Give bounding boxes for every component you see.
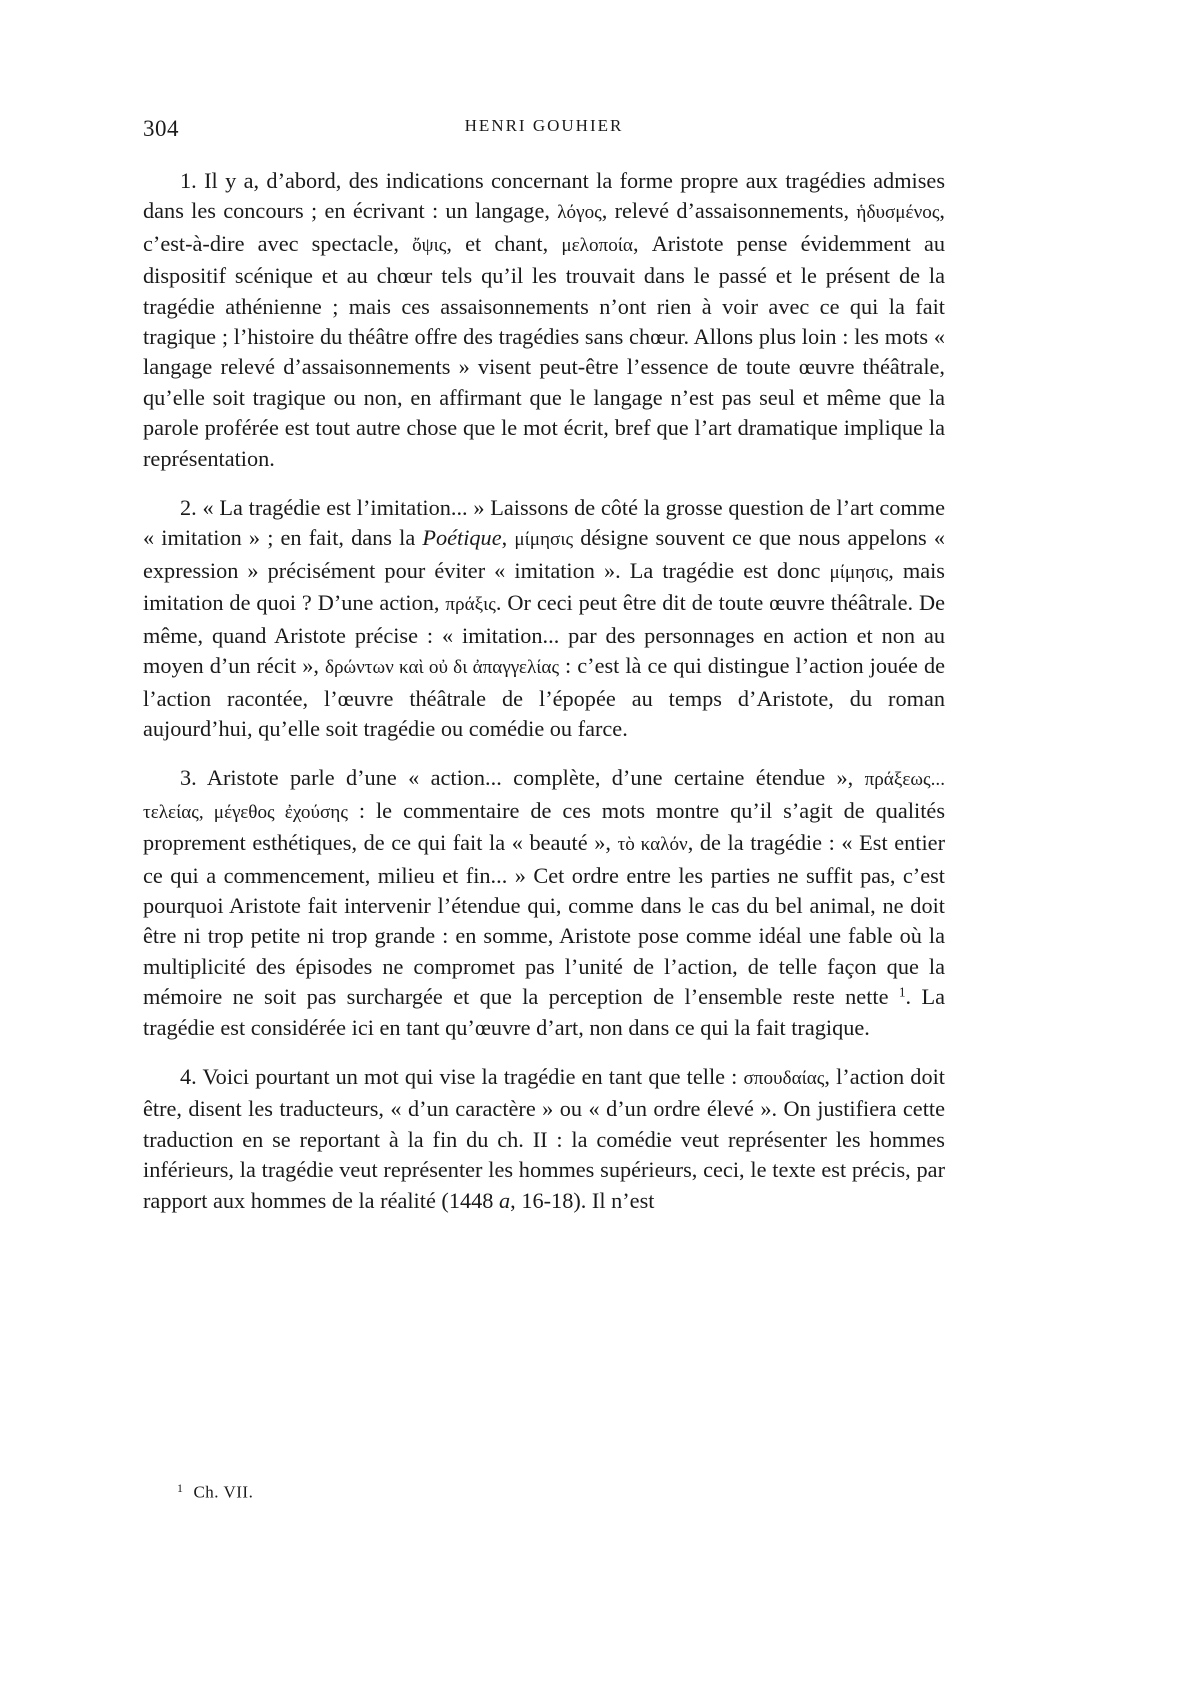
text-run: , 16-18). Il n’est (510, 1187, 655, 1213)
footnote-text: Ch. VII. (193, 1482, 254, 1502)
paragraph-2 (143, 493, 945, 744)
text-run: : c’est là ce qui distingue l’action jouée de l’action racontée, l’œuvre théâtrale de l’épopée au temps d’Aristote, du roman aujourd’hui, qu’elle soit tragédie ou comédie ou farce. (143, 653, 945, 741)
greek-term: πράξεως... τελείας, μέγεθος ἐχούσης (143, 769, 945, 823)
greek-term: ἡδυσμένος (856, 202, 940, 224)
italic-text: a (499, 1187, 511, 1213)
paragraph-3 (143, 763, 945, 1043)
page-number: 304 (143, 116, 179, 141)
text-run: , et chant, (446, 230, 562, 256)
greek-term: μίμησις (514, 529, 574, 551)
greek-term: πράξις (445, 594, 496, 616)
greek-term: λόγος (557, 202, 602, 224)
running-title: HENRI GOUHIER (464, 116, 624, 135)
greek-term: μίμησις (829, 561, 889, 583)
text-run: . Or ceci peut être dit de toute œuvre théâtrale. De même, quand Aristote précise : « imitation... par des personnages en action et non au moyen d’un récit », (143, 590, 946, 679)
footnote-mark: 1 (177, 1481, 184, 1495)
text-run: , c’est-à-dire avec spectacle, (143, 198, 945, 256)
footnote-ref: 1 (898, 984, 906, 1000)
text-run: 3. Aristote parle d’une « action... complète, d’une certaine étendue », (180, 765, 865, 791)
greek-term: ὄψις (412, 234, 447, 256)
footnote (177, 1481, 253, 1502)
paragraph-1 (143, 166, 945, 474)
italic-text: Poétique (422, 525, 502, 551)
text-run: , mais imitation de quoi ? D’une action, (143, 557, 945, 616)
book-page (143, 108, 945, 1235)
greek-term: τὸ καλόν (617, 834, 688, 856)
text-run: 2. « La tragédie est l’imitation... » Laissons de côté la grosse question de l’art comme « imitation » ; en fait, dans la (143, 495, 945, 551)
text-run: , Aristote pense évidemment au dispositif scénique et au chœur tels qu’il les trouvait dans le passé et le présent de la tragédie athénienne ; mais ces assaisonnements n’ont rien à voir avec ce qui la fait tragique ; l’histoire du théâtre offre des tragédies sans chœur. Allons plus loin : les mots « langage relevé d’assaisonnements » visent peut-être l’essence de toute œuvre théâtrale, qu’elle soit tragique ou non, en affirmant que le langage n’est pas seul et même que la parole proférée est tout autre chose que le mot écrit, bref que l’art dramatique implique la représentation. (143, 230, 945, 471)
text-run: 4. Voici pourtant un mot qui vise la tragédie en tant que telle : (180, 1063, 744, 1089)
text-run: , de la tragédie : « Est entier ce qui a commencement, milieu et fin... » Cet ordre entre les parties ne suffit pas, c’est pourquoi Aristote fait intervenir l’étendue qui, comme dans le cas du bel animal, ne doit être ni trop petite ni trop grande : en somme, Aristote pose comme idéal une fable où la multiplicité des épisodes ne compromet pas l’unité de l’action, de telle façon que la mémoire ne soit pas surchargée et que la perception de l’ensemble reste nette (143, 830, 945, 1010)
text-run: 1. Il y a, d’abord, des indications concernant la forme propre aux tragédies admises dans les concours ; en écrivant : un langage, (143, 168, 945, 224)
text-run: . La tragédie est considérée ici en tant qu’œuvre d’art, non dans ce qui la fait tragique. (143, 984, 945, 1040)
greek-term: μελοποία (561, 234, 633, 256)
text-run: , (501, 525, 515, 551)
text-run: , l’action doit être, disent les traducteurs, « d’un caractère » ou « d’un ordre élevé ». On justifiera cette traduction en se reportant à la fin du ch. II : la comédie veut représenter les hommes inférieurs, la tragédie veut représenter les hommes supérieurs, ceci, le texte est précis, par rapport aux hommes de la réalité (1448 (143, 1063, 945, 1213)
text-run: , relevé d’assaisonnements, (601, 198, 857, 224)
running-head (143, 108, 945, 148)
paragraph-4 (143, 1062, 945, 1216)
body-text (143, 166, 945, 1216)
greek-term: δρώντων καὶ οὐ δι ἀπαγγελίας (324, 657, 560, 679)
greek-term: σπουδαίας (743, 1067, 825, 1089)
text-run: désigne souvent ce que nous appelons « expression » précisément pour éviter « imitation ». La tragédie est donc (143, 525, 945, 583)
text-run: : le commentaire de ces mots montre qu’il s’agit de qualités proprement esthétiques, de ce qui fait la « beauté », (143, 797, 945, 856)
